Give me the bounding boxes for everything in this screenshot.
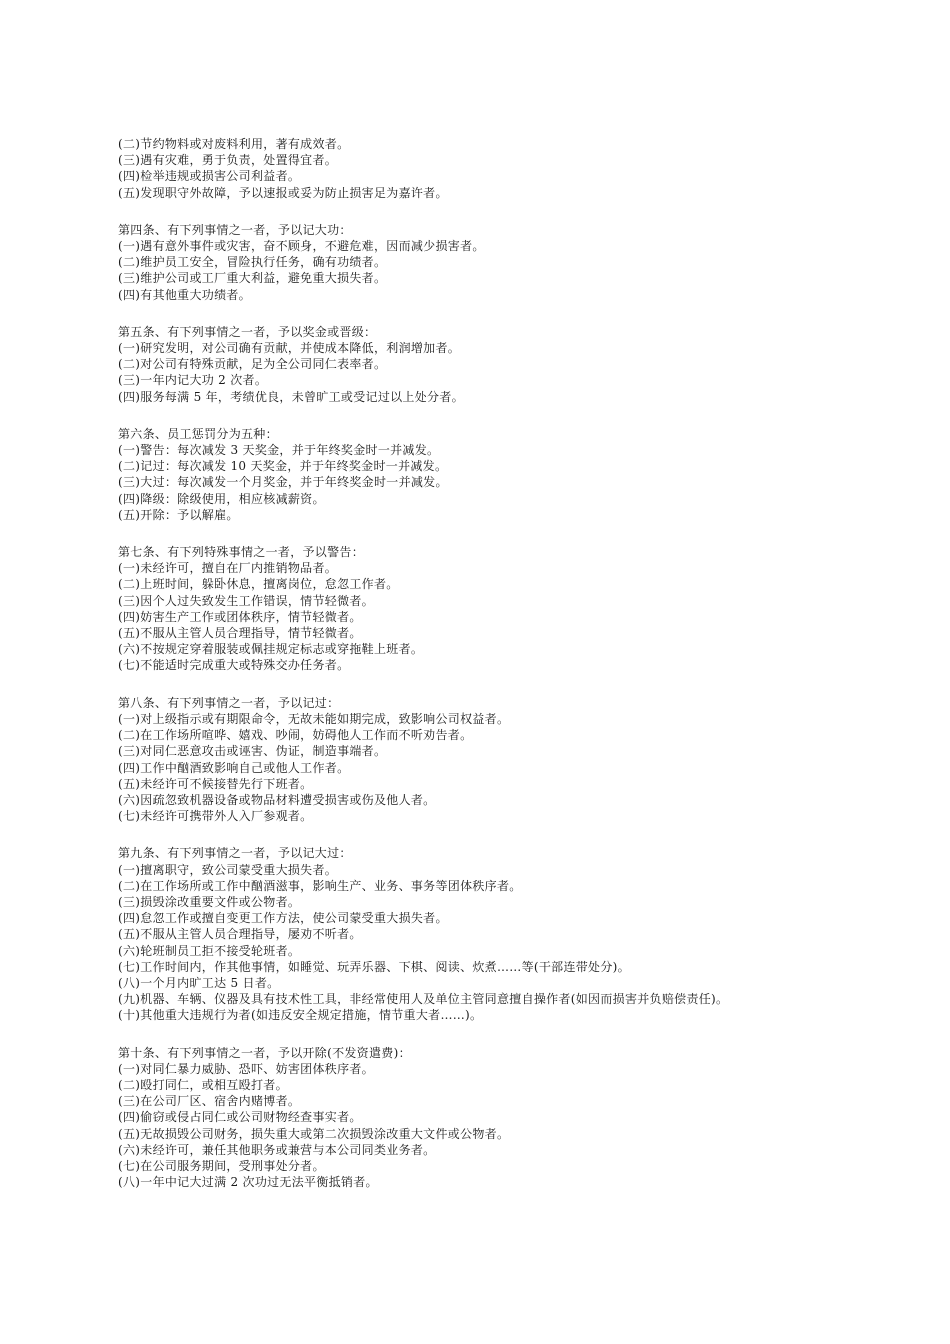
clause-item: (四)怠忽工作或擅自变更工作方法，使公司蒙受重大损失者。 <box>118 911 448 926</box>
article-section <box>118 845 838 1023</box>
clause-item: (十)其他重大违规行为者(如违反安全规定措施，情节重大者……)。 <box>118 1008 483 1023</box>
clause-item: (五)发现职守外故障，予以速报或妥为防止损害足为嘉许者。 <box>118 185 448 200</box>
clause-item: (五)开除：予以解雇。 <box>118 507 239 522</box>
clause-item: (四)服务每满 5 年，考绩优良，未曾旷工或受记过以上处分者。 <box>118 389 464 404</box>
article-heading: 第六条、员工惩罚分为五种： <box>118 426 278 441</box>
clause-item: (一)擅离职守，致公司蒙受重大损失者。 <box>118 862 338 877</box>
clause-item: (一)遇有意外事件或灾害，奋不顾身，不避危难，因而减少损害者。 <box>118 239 485 254</box>
article-heading: 第十条、有下列事情之一者，予以开除(不发资遣费)： <box>118 1045 411 1060</box>
clause-item: (五)不服从主管人员合理指导，情节轻微者。 <box>118 626 362 641</box>
clause-item: (七)工作时间内，作其他事情，如睡觉、玩弄乐器、下棋、阅读、炊煮……等(干部连带处分)。 <box>118 959 630 974</box>
clause-item: (一)对上级指示或有期限命令，无故未能如期完成，致影响公司权益者。 <box>118 711 510 726</box>
clause-item: (二)记过：每次减发 10 天奖金，并于年终奖金时一并减发。 <box>118 459 448 474</box>
clause-item: (五)无故损毁公司财务，损失重大或第二次损毁涂改重大文件或公物者。 <box>118 1126 510 1141</box>
clause-item: (六)未经许可，兼任其他职务或兼营与本公司同类业务者。 <box>118 1142 436 1157</box>
clause-item: (一)警告：每次减发 3 天奖金，并于年终奖金时一并减发。 <box>118 443 440 458</box>
article-heading: 第七条、有下列特殊事情之一者，予以警告： <box>118 545 365 560</box>
clause-item: (二)殴打同仁，或相互殴打者。 <box>118 1077 288 1092</box>
clause-item: (三)维护公司或工厂重大利益，避免重大损失者。 <box>118 271 387 286</box>
clause-item: (一)对同仁暴力威胁、恐吓、妨害团体秩序者。 <box>118 1061 374 1076</box>
article-heading: 第五条、有下列事情之一者，予以奖金或晋级： <box>118 324 377 339</box>
article-section <box>118 222 838 303</box>
clause-item: (三)因个人过失致发生工作错误，情节轻微者。 <box>118 593 374 608</box>
clause-item: (三)一年内记大功 2 次者。 <box>118 373 268 388</box>
clause-item: (二)节约物料或对废料利用，著有成效者。 <box>118 137 350 151</box>
article-heading: 第八条、有下列事情之一者，予以记过： <box>118 695 340 710</box>
article-heading: 第四条、有下列事情之一者，予以记大功： <box>118 222 352 237</box>
clause-item: (二)对公司有特殊贡献，足为全公司同仁表率者。 <box>118 357 387 372</box>
clause-item: (七)不能适时完成重大或特殊交办任务者。 <box>118 658 350 673</box>
article-section <box>118 1045 838 1191</box>
clause-item: (四)偷窃或侵占同仁或公司财物经查事实者。 <box>118 1110 362 1125</box>
clause-item: (七)未经许可携带外人入厂参观者。 <box>118 809 313 824</box>
clause-item: (四)妨害生产工作或团体秩序，情节轻微者。 <box>118 609 362 624</box>
clause-item: (二)在工作场所喧哗、嬉戏、吵闹，妨碍他人工作而不听劝告者。 <box>118 728 473 743</box>
clause-item: (五)不服从主管人员合理指导，屡劝不听者。 <box>118 927 362 942</box>
article-heading: 第九条、有下列事情之一者，予以记大过： <box>118 846 352 861</box>
clause-item: (六)因疏忽致机器设备或物品材料遭受损害或伤及他人者。 <box>118 792 436 807</box>
article-section <box>118 426 838 523</box>
article-section <box>118 136 838 201</box>
article-section <box>118 544 838 674</box>
article-section <box>118 695 838 825</box>
clause-item: (三)损毁涂改重要文件或公物者。 <box>118 894 301 909</box>
document-body <box>118 136 838 1211</box>
article-section <box>118 324 838 405</box>
clause-item: (三)遇有灾难，勇于负责，处置得宜者。 <box>118 153 338 168</box>
clause-item: (一)未经许可，擅自在厂内推销物品者。 <box>118 561 338 576</box>
clause-item: (八)一个月内旷工达 5 日者。 <box>118 975 280 990</box>
clause-item: (四)有其他重大功绩者。 <box>118 287 251 302</box>
clause-item: (六)轮班制员工拒不接受轮班者。 <box>118 943 301 958</box>
clause-item: (八)一年中记大过满 2 次功过无法平衡抵销者。 <box>118 1175 378 1190</box>
clause-item: (九)机器、车辆、仪器及具有技术性工具，非经常使用人及单位主管同意擅自操作者(如因而损害并负赔偿责任)。 <box>118 992 729 1007</box>
clause-item: (三)大过：每次减发一个月奖金，并于年终奖金时一并减发。 <box>118 475 448 490</box>
clause-item: (四)检举违规或损害公司利益者。 <box>118 169 301 184</box>
clause-item: (一)研究发明，对公司确有贡献，并使成本降低，利润增加者。 <box>118 341 461 356</box>
clause-item: (七)在公司服务期间，受刑事处分者。 <box>118 1158 325 1173</box>
clause-item: (二)维护员工安全，冒险执行任务，确有功绩者。 <box>118 255 387 270</box>
clause-item: (二)上班时间，躲卧休息，擅离岗位，怠忽工作者。 <box>118 577 399 592</box>
clause-item: (三)在公司厂区、宿舍内赌博者。 <box>118 1094 301 1109</box>
clause-item: (六)不按规定穿着服装或佩挂规定标志或穿拖鞋上班者。 <box>118 642 424 657</box>
clause-item: (四)工作中酗酒致影响自己或他人工作者。 <box>118 760 350 775</box>
clause-item: (二)在工作场所或工作中酗酒滋事，影响生产、业务、事务等团体秩序者。 <box>118 878 522 893</box>
clause-item: (四)降级：除级使用，相应核减薪资。 <box>118 491 325 506</box>
clause-item: (五)未经许可不候接替先行下班者。 <box>118 776 313 791</box>
clause-item: (三)对同仁恶意攻击或诬害、伪证，制造事端者。 <box>118 744 387 759</box>
